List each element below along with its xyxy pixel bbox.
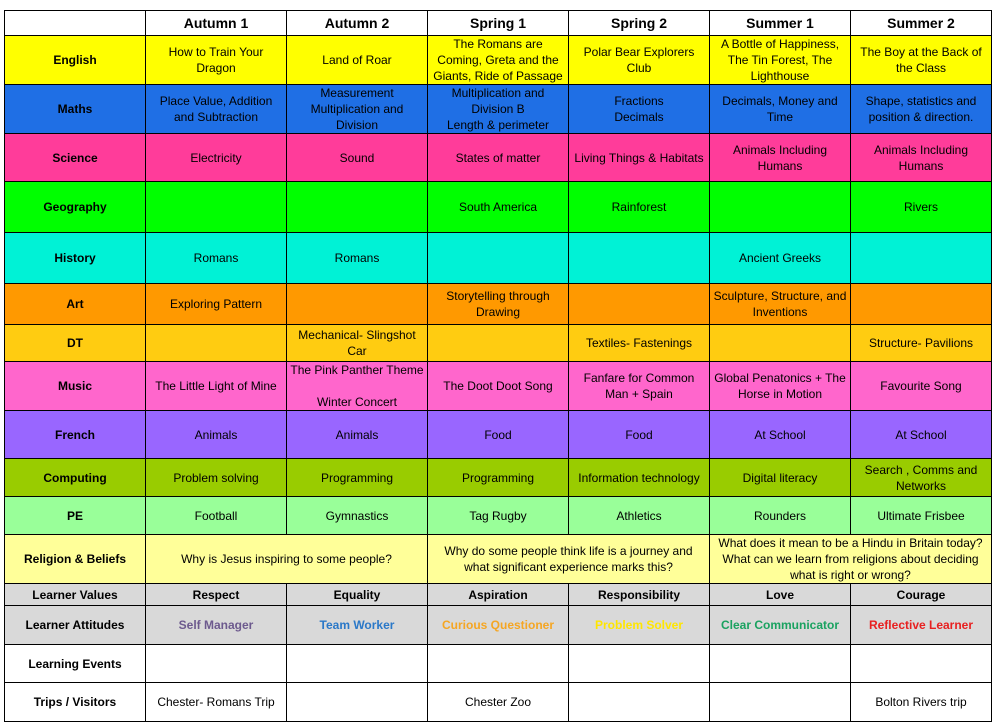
cell-computing-spring-1: Programming	[428, 459, 569, 497]
cell-maths-summer-2: Shape, statistics and position & direction.	[851, 85, 992, 134]
cell-geography-summer-2: Rivers	[851, 182, 992, 233]
cell-geography-autumn-1	[146, 182, 287, 233]
cell-geography-spring-2: Rainforest	[569, 182, 710, 233]
row-religion	[5, 535, 992, 584]
cell-geography-autumn-2	[287, 182, 428, 233]
subject-pe: PE	[5, 497, 146, 535]
cell-music-autumn-2: The Pink Panther Theme Winter Concert	[287, 362, 428, 411]
cell-art-autumn-1: Exploring Pattern	[146, 284, 287, 325]
cell-dt-summer-1	[710, 325, 851, 362]
cell-science-summer-2: Animals Including Humans	[851, 134, 992, 182]
cell-religion-autumn: Why is Jesus inspiring to some people?	[146, 535, 428, 584]
row-science	[5, 134, 992, 182]
subject-english: English	[5, 36, 146, 85]
cell-events-summer-2	[851, 645, 992, 683]
subject-science: Science	[5, 134, 146, 182]
subject-maths: Maths	[5, 85, 146, 134]
header-row	[5, 11, 992, 36]
cell-english-spring-2: Polar Bear Explorers Club	[569, 36, 710, 85]
cell-pe-spring-2: Athletics	[569, 497, 710, 535]
cell-history-autumn-2: Romans	[287, 233, 428, 284]
cell-events-spring-1	[428, 645, 569, 683]
cell-maths-autumn-1: Place Value, Addition and Subtraction	[146, 85, 287, 134]
header-summer-2: Summer 2	[851, 11, 992, 36]
cell-events-spring-2	[569, 645, 710, 683]
cell-science-spring-2: Living Things & Habitats	[569, 134, 710, 182]
row-trips-visitors	[5, 683, 992, 722]
cell-values-autumn-1: Respect	[146, 584, 287, 606]
subject-computing: Computing	[5, 459, 146, 497]
cell-music-spring-1: The Doot Doot Song	[428, 362, 569, 411]
cell-dt-autumn-1	[146, 325, 287, 362]
cell-maths-summer-1: Decimals, Money and Time	[710, 85, 851, 134]
cell-dt-summer-2: Structure- Pavilions	[851, 325, 992, 362]
cell-religion-spring: Why do some people think life is a journey and what significant experience marks this?	[428, 535, 710, 584]
cell-french-autumn-2: Animals	[287, 411, 428, 459]
cell-art-spring-1: Storytelling through Drawing	[428, 284, 569, 325]
cell-science-spring-1: States of matter	[428, 134, 569, 182]
subject-music: Music	[5, 362, 146, 411]
cell-pe-autumn-2: Gymnastics	[287, 497, 428, 535]
header-autumn-1: Autumn 1	[146, 11, 287, 36]
cell-geography-summer-1	[710, 182, 851, 233]
cell-attitudes-autumn-2: Team Worker	[287, 606, 428, 645]
cell-history-summer-1: Ancient Greeks	[710, 233, 851, 284]
cell-values-summer-1: Love	[710, 584, 851, 606]
cell-music-summer-2: Favourite Song	[851, 362, 992, 411]
header-spring-2: Spring 2	[569, 11, 710, 36]
row-pe	[5, 497, 992, 535]
cell-pe-summer-1: Rounders	[710, 497, 851, 535]
row-learner-values	[5, 584, 992, 606]
cell-art-spring-2	[569, 284, 710, 325]
row-maths	[5, 85, 992, 134]
row-art	[5, 284, 992, 325]
cell-art-summer-2	[851, 284, 992, 325]
cell-music-summer-1: Global Penatonics + The Horse in Motion	[710, 362, 851, 411]
cell-attitudes-summer-2: Reflective Learner	[851, 606, 992, 645]
cell-trips-autumn-1: Chester- Romans Trip	[146, 683, 287, 722]
cell-french-spring-1: Food	[428, 411, 569, 459]
cell-french-summer-2: At School	[851, 411, 992, 459]
header-spring-1: Spring 1	[428, 11, 569, 36]
cell-trips-summer-1	[710, 683, 851, 722]
cell-values-autumn-2: Equality	[287, 584, 428, 606]
subject-french: French	[5, 411, 146, 459]
cell-english-autumn-2: Land of Roar	[287, 36, 428, 85]
subject-learner-attitudes: Learner Attitudes	[5, 606, 146, 645]
cell-trips-spring-2	[569, 683, 710, 722]
subject-learner-values: Learner Values	[5, 584, 146, 606]
row-history	[5, 233, 992, 284]
cell-french-summer-1: At School	[710, 411, 851, 459]
cell-values-spring-2: Responsibility	[569, 584, 710, 606]
subject-dt: DT	[5, 325, 146, 362]
cell-maths-spring-1: Multiplication and Division B Length & perimeter	[428, 85, 569, 134]
cell-science-autumn-1: Electricity	[146, 134, 287, 182]
cell-maths-autumn-2: Measurement Multiplication and Division	[287, 85, 428, 134]
cell-science-autumn-2: Sound	[287, 134, 428, 182]
row-geography	[5, 182, 992, 233]
cell-events-autumn-2	[287, 645, 428, 683]
cell-art-autumn-2	[287, 284, 428, 325]
cell-computing-summer-1: Digital literacy	[710, 459, 851, 497]
cell-attitudes-autumn-1: Self Manager	[146, 606, 287, 645]
cell-french-spring-2: Food	[569, 411, 710, 459]
cell-computing-autumn-1: Problem solving	[146, 459, 287, 497]
subject-learning-events: Learning Events	[5, 645, 146, 683]
subject-religion: Religion & Beliefs	[5, 535, 146, 584]
cell-trips-summer-2: Bolton Rivers trip	[851, 683, 992, 722]
row-learner-attitudes	[5, 606, 992, 645]
subject-trips-visitors: Trips / Visitors	[5, 683, 146, 722]
cell-maths-spring-2: Fractions Decimals	[569, 85, 710, 134]
subject-history: History	[5, 233, 146, 284]
cell-music-spring-2: Fanfare for Common Man + Spain	[569, 362, 710, 411]
cell-pe-spring-1: Tag Rugby	[428, 497, 569, 535]
cell-pe-summer-2: Ultimate Frisbee	[851, 497, 992, 535]
cell-computing-autumn-2: Programming	[287, 459, 428, 497]
cell-events-summer-1	[710, 645, 851, 683]
row-music	[5, 362, 992, 411]
cell-music-autumn-1: The Little Light of Mine	[146, 362, 287, 411]
cell-history-autumn-1: Romans	[146, 233, 287, 284]
cell-religion-summer: What does it mean to be a Hindu in Britain today? What can we learn from religions about deciding what is right or wrong?	[710, 535, 992, 584]
curriculum-table	[4, 10, 992, 722]
subject-geography: Geography	[5, 182, 146, 233]
row-computing	[5, 459, 992, 497]
cell-dt-spring-2: Textiles- Fastenings	[569, 325, 710, 362]
row-french	[5, 411, 992, 459]
cell-trips-autumn-2	[287, 683, 428, 722]
cell-history-spring-1	[428, 233, 569, 284]
cell-english-autumn-1: How to Train Your Dragon	[146, 36, 287, 85]
cell-trips-spring-1: Chester Zoo	[428, 683, 569, 722]
cell-history-summer-2	[851, 233, 992, 284]
cell-computing-spring-2: Information technology	[569, 459, 710, 497]
cell-english-summer-2: The Boy at the Back of the Class	[851, 36, 992, 85]
cell-english-spring-1: The Romans are Coming, Greta and the Giants, Ride of Passage	[428, 36, 569, 85]
cell-history-spring-2	[569, 233, 710, 284]
cell-values-spring-1: Aspiration	[428, 584, 569, 606]
cell-dt-autumn-2: Mechanical- Slingshot Car	[287, 325, 428, 362]
header-summer-1: Summer 1	[710, 11, 851, 36]
cell-english-summer-1: A Bottle of Happiness, The Tin Forest, The Lighthouse	[710, 36, 851, 85]
cell-french-autumn-1: Animals	[146, 411, 287, 459]
row-learning-events	[5, 645, 992, 683]
corner-cell	[5, 11, 146, 36]
header-autumn-2: Autumn 2	[287, 11, 428, 36]
cell-attitudes-spring-2: Problem Solver	[569, 606, 710, 645]
cell-computing-summer-2: Search , Comms and Networks	[851, 459, 992, 497]
cell-art-summer-1: Sculpture, Structure, and Inventions	[710, 284, 851, 325]
row-english	[5, 36, 992, 85]
subject-art: Art	[5, 284, 146, 325]
cell-science-summer-1: Animals Including Humans	[710, 134, 851, 182]
row-dt	[5, 325, 992, 362]
cell-values-summer-2: Courage	[851, 584, 992, 606]
cell-attitudes-spring-1: Curious Questioner	[428, 606, 569, 645]
cell-events-autumn-1	[146, 645, 287, 683]
cell-pe-autumn-1: Football	[146, 497, 287, 535]
cell-attitudes-summer-1: Clear Communicator	[710, 606, 851, 645]
cell-dt-spring-1	[428, 325, 569, 362]
cell-geography-spring-1: South America	[428, 182, 569, 233]
